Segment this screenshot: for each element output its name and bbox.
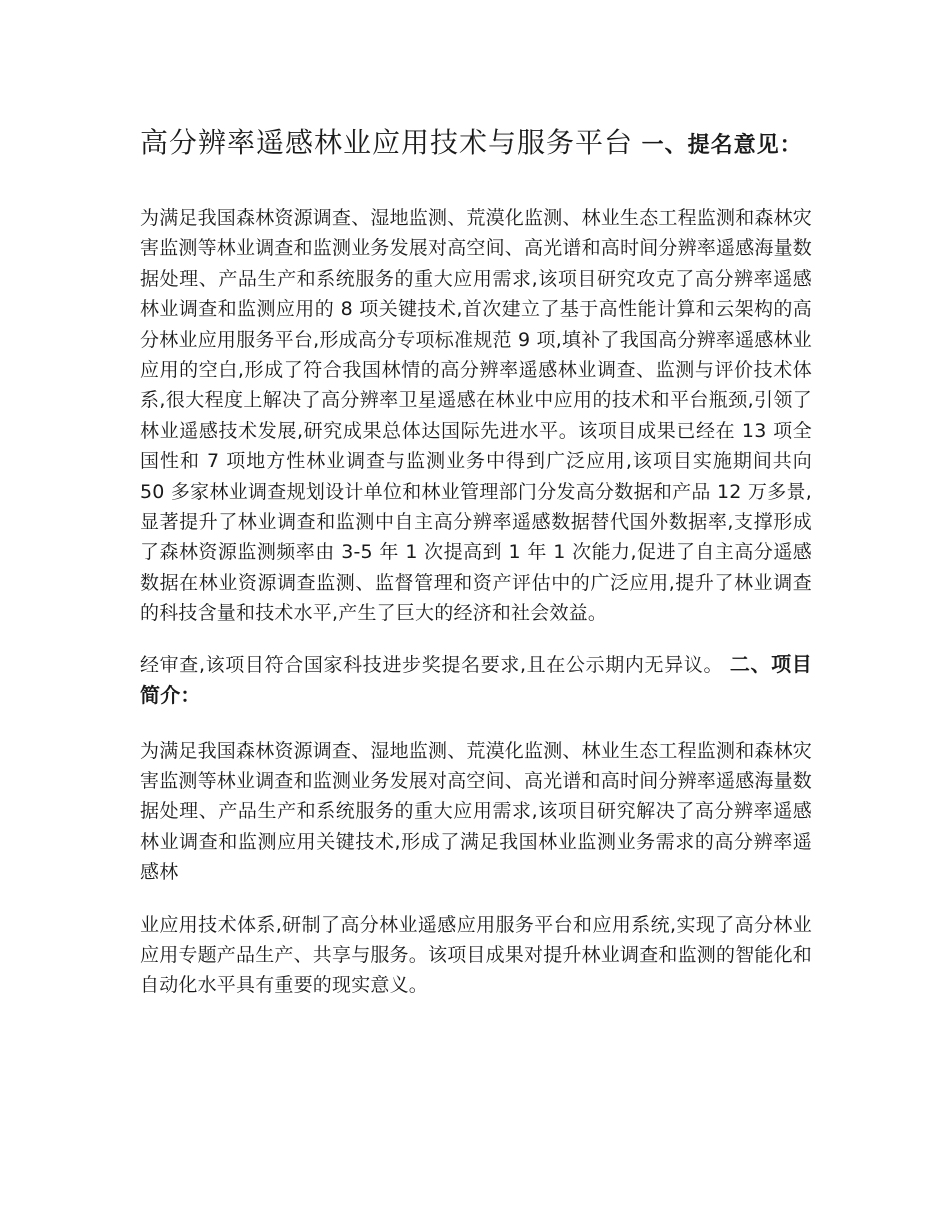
section1-review-text: 经审查,该项目符合国家科技进步奖提名要求,且在公示期内无异议。 [140, 653, 730, 676]
document-heading [140, 118, 812, 171]
section2-body-part2: 业应用技术体系,研制了高分林业遥感应用服务平台和应用系统,实现了高分林业应用专题产品生产、共享与服务。该项目成果对提升林业调查和监测的智能化和自动化水平具有重要的现实意义。 [140, 913, 813, 997]
document-title: 高分辨率遥感林业应用技术与服务平台 [140, 126, 634, 159]
section1-review-paragraph [140, 649, 812, 712]
section2-heading: 二、项目简介： [140, 651, 812, 708]
section1-body: 为满足我国森林资源调查、湿地监测、荒漠化监测、林业生态工程监测和森林灾害监测等林业调查和监测业务发展对高空间、高光谱和高时间分辨率遥感海量数据处理、产品生产和系统服务的重大应用需求,该项目研究攻克了高分辨率遥感林业调查和监测应用的 8 项关键技术,首次建立了基于高性能计算和云架构的高分林业应用服务平台,形成高分专项标准规范 9 项,填补了我国高分辨率遥感林业应用的空白,形成了符合我国林情的高分辨率遥感林业调查、监测与评价技术体系,很大程度上解决了高分辨率卫星遥感在林业中应用的技术和平台瓶颈,引领了林业遥感技术发展,研究成果总体达国际先进水平。该项目成果已经在 13 项全国性和 7 项地方性林业调查与监测业务中得到广泛应用,该项目实施期间共向 50 多家林业调查规划设计单位和林业管理部门分发高分数据和产品 12 万多景,显著提升了林业调查和监测中自主高分辨率遥感数据替代国外数据率,支撑形成了森林资源监测频率由 3-5 年 1 次提高到 1 年 1 次能力,促进了自主高分遥感数据在林业资源调查监测、监督管理和资产评估中的广泛应用,提升了林业调查的科技含量和技术水平,产生了巨大的经济和社会效益。 [140, 207, 813, 625]
document-page [140, 118, 812, 1001]
section1-heading: 一、提名意见： [633, 133, 803, 158]
section2-body-part1: 为满足我国森林资源调查、湿地监测、荒漠化监测、林业生态工程监测和森林灾害监测等林业调查和监测业务发展对高空间、高光谱和高时间分辨率遥感海量数据处理、产品生产和系统服务的重大应用需求,该项目研究解决了高分辨率遥感林业调查和监测应用关键技术,形成了满足我国林业监测业务需求的高分辨率遥感林 [140, 739, 813, 884]
